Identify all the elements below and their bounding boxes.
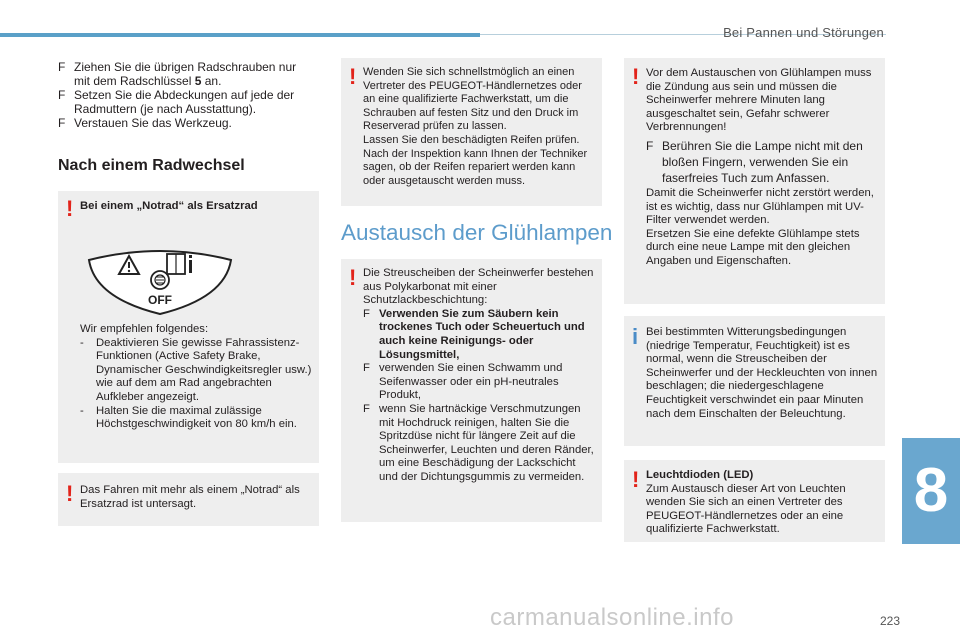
spare-wheel-prohibition-box: ! Das Fahren mit mehr als einem „Notrad“ als Ersatzrad ist untersagt. (58, 473, 319, 526)
section-heading-after-wheel-change: Nach einem Radwechsel (58, 157, 245, 174)
warning-mark-icon: ! (66, 196, 74, 221)
warning-mark-icon: ! (349, 64, 357, 89)
chapter-tab: 8 (902, 438, 960, 544)
led-warning-box: ! Leuchtdioden (LED) Zum Austausch dieser Art von Leuchten wenden Sie sich an einen Vertreter des PEUGEOT-Händlernetzes oder an eine qualifizierte Fachwerkstatt. (624, 460, 885, 542)
bullet-icon: F (58, 116, 66, 130)
page-header-title: Bei Pannen und Störungen (723, 25, 884, 40)
condensation-info-box: i Bei bestimmten Witterungsbedingungen (niedrige Temperatur, Feuchtigkeit) ist es normal, wenn die Streuscheiben der Scheinwerfer und der Heckleuchten von innen beschlagen; die niedergeschlagene Feuchtigkeit verschwindet ein paar Minuten nach dem Einschalten der Beleuchtung. (624, 316, 885, 446)
intro-item: F Setzen Sie die Abdeckungen auf jede der Radmuttern (je nach Ausstattung). (58, 88, 295, 116)
box-title: Bei einem „Notrad“ als Ersatzrad (80, 200, 258, 212)
warning-mark-icon: ! (349, 265, 357, 290)
headlamp-cleaning-box: ! Die Streuscheiben der Scheinwerfer bestehen aus Polykarbonat mit einer Schutzlackbeschichtung: F Verwenden Sie zum Säubern kein trockenes Tuch oder Scheuertuch und auch keine Reinigungs- oder Lösungsmittel, F verwenden Sie einen Schwamm und Seifenwasser oder ein pH-neutrales Produkt, F wenn Sie hartnäckige Verschmutzungen mit Hochdruck reinigen, halten Sie die Spritzdüse nicht für längere Zeit auf die Scheinwerfer, Leuchten und deren Ränder, um eine Beschädigung der Lackschicht und der Dichtungsgummis zu vermeiden. (341, 259, 602, 522)
watermark: carmanualsonline.info (490, 604, 734, 631)
warning-mark-icon: ! (66, 481, 74, 506)
bulb-heat-warning-box: ! Vor dem Austauschen von Glühlampen muss die Zündung aus sein und müssen die Scheinwerfer mehrere Minuten lang ausgeschaltet sein, Gefahr schwerer Verbrennungen! F Berühren Sie die Lampe nicht mit den bloßen Fingern, verwenden Sie ein faserfreies Tuch zum Anfassen. Damit die Scheinwerfer nicht zerstört werden, ist es wichtig, dass nur Glühlampen mit UV-Filter verwendet werden. Ersetzen Sie eine defekte Glühlampe stets durch eine neue Lampe mit den gleichen Angaben und Eigenschaften. (624, 58, 885, 304)
list-item: F verwenden Sie einen Schwamm und Seifenwasser oder ein pH-neutrales Produkt, (363, 362, 563, 402)
warning-mark-icon: ! (632, 64, 640, 89)
recommendation-text: Wir empfehlen folgendes: - Deaktivieren Sie gewisse Fahrassistenz-Funktionen (Active Safety Brake, Dynamischer Geschwindigkeitsregler usw.) wie auf dem am Rad angebrachten Aufkleber angezeigt. - Halten Sie die maximal zulässige Höchstgeschwindigkeit von 80 km/h ein. (80, 323, 312, 431)
warning-mark-icon: ! (632, 467, 640, 492)
list-item: F Verwenden Sie zum Säubern kein trockenes Tuch oder Scheuertuch und auch keine Reinigungs- oder Lösungsmittel, (363, 307, 585, 361)
list-item: F wenn Sie hartnäckige Verschmutzungen mit Hochdruck reinigen, halten Sie die Spritzdüse nicht für längere Zeit auf die Scheinwerfer, Leuchten und deren Ränder, um eine Beschädigung der Lackschicht und der Dichtungsgummis zu vermeiden. (363, 402, 594, 483)
header-accent-bar (0, 33, 480, 37)
intro-item: F Verstauen Sie das Werkzeug. (58, 116, 232, 130)
intro-list (58, 60, 313, 130)
list-item: - Halten Sie die maximal zulässige Höchstgeschwindigkeit von 80 km/h ein. (80, 404, 297, 431)
spare-wheel-sticker (85, 246, 235, 318)
intro-item: F Ziehen Sie die übrigen Radschrauben nur mit dem Radschlüssel 5 an. (58, 60, 297, 88)
page-number: 223 (879, 614, 900, 628)
info-mark-icon: i (632, 324, 639, 349)
off-label: OFF (148, 293, 172, 307)
bullet-icon: F (58, 88, 66, 102)
list-item: F Berühren Sie die Lampe nicht mit den bloßen Fingern, verwenden Sie ein faserfreies Tuch zum Anfassen. (646, 138, 863, 185)
section-heading-bulb-replacement: Austausch der Glühlampen (341, 220, 613, 245)
dealer-check-box: ! Wenden Sie sich schnellstmöglich an einen Vertreter des PEUGEOT-Händlernetzes oder an eine qualifizierte Fachwerkstatt, um die Schrauben auf festen Sitz und den Druck im Reserverad prüfen zu lassen. Lassen Sie den beschädigten Reifen prüfen. Nach der Inspektion kann Ihnen der Techniker sagen, ob der Reifen repariert werden kann oder ausgetauscht werden muss. (341, 58, 602, 206)
list-item: - Deaktivieren Sie gewisse Fahrassistenz-Funktionen (Active Safety Brake, Dynamischer Geschwindigkeitsregler usw.) wie auf dem am Rad angebrachten Aufkleber angezeigt. (80, 336, 312, 403)
bullet-icon: F (58, 60, 66, 74)
spare-wheel-warning-box (58, 191, 319, 463)
